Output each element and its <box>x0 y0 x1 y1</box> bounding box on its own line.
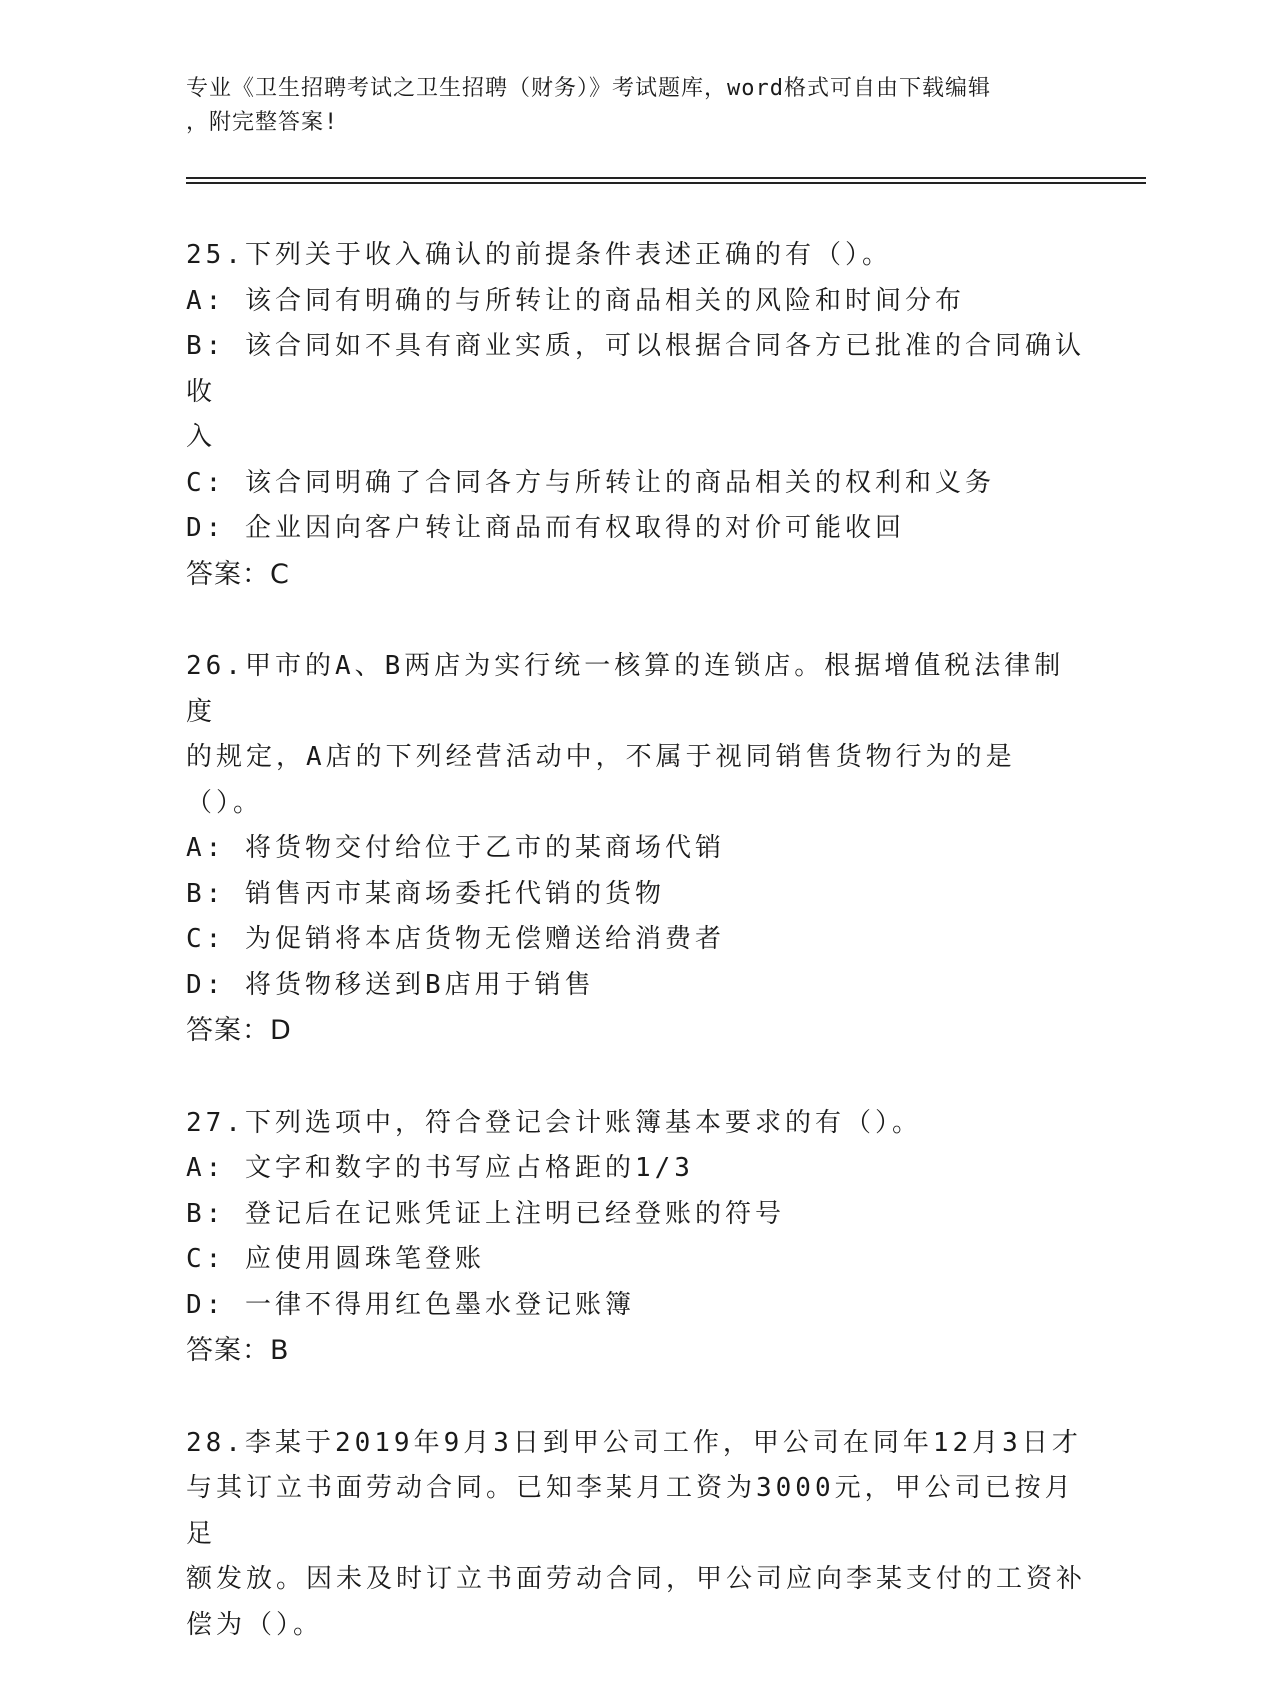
question-block <box>186 1101 1086 1374</box>
question-block <box>186 1421 1086 1649</box>
option-c: C: 应使用圆珠笔登账 <box>186 1244 485 1274</box>
question-stem: 的规定，A店的下列经营活动中，不属于视同销售货物行为的是（）。 <box>186 742 1016 818</box>
header-divider-top <box>186 177 1146 179</box>
option-a: A: 将货物交付给位于乙市的某商场代销 <box>186 833 725 863</box>
option-c: C: 该合同明确了合同各方与所转让的商品相关的权利和义务 <box>186 467 995 498</box>
question-block <box>186 644 1086 1054</box>
question-block <box>186 233 1086 597</box>
option-c: C: 为促销将本店货物无偿赠送给消费者 <box>186 924 725 954</box>
option-d: D: 将货物移送到B店用于销售 <box>186 969 595 1000</box>
answer-line: 答案：B <box>186 1335 290 1366</box>
question-stem: 27.下列选项中，符合登记会计账簿基本要求的有（）。 <box>186 1107 922 1138</box>
question-stem: 偿为（）。 <box>186 1609 324 1640</box>
option-b: B: 该合同如不具有商业实质，可以根据合同各方已批准的合同确认收 <box>186 331 1085 407</box>
header-line-1: 专业《卫生招聘考试之卫生招聘（财务）》考试题库，word格式可自由下载编辑 <box>186 76 991 101</box>
option-a: A: 文字和数字的书写应占格距的1/3 <box>186 1153 694 1183</box>
option-d: D: 一律不得用红色墨水登记账簿 <box>186 1289 635 1320</box>
option-b: 入 <box>186 422 217 452</box>
header-line-2: ，附完整答案! <box>186 110 339 135</box>
question-stem: 额发放。因未及时订立书面劳动合同，甲公司应向李某支付的工资补 <box>186 1564 1087 1594</box>
question-stem: 与其订立书面劳动合同。已知李某月工资为3000元，甲公司已按月足 <box>186 1473 1075 1549</box>
option-b: B: 登记后在记账凭证上注明已经登账的符号 <box>186 1198 785 1229</box>
option-b: B: 销售丙市某商场委托代销的货物 <box>186 878 665 909</box>
option-d: D: 企业因向客户转让商品而有权取得的对价可能收回 <box>186 513 905 543</box>
question-stem: 26.甲市的A、B两店为实行统一核算的连锁店。根据增值税法律制度 <box>186 651 1065 727</box>
option-a: A: 该合同有明确的与所转让的商品相关的风险和时间分布 <box>186 285 965 316</box>
question-list <box>186 233 1086 1695</box>
answer-line: 答案：D <box>186 1015 292 1046</box>
document-header <box>186 72 1086 140</box>
header-divider-bottom <box>186 182 1146 184</box>
answer-line: 答案：C <box>186 558 290 590</box>
question-stem: 25.下列关于收入确认的前提条件表述正确的有（）。 <box>186 240 892 270</box>
question-stem: 28.李某于2019年9月3日到甲公司工作，甲公司在同年12月3日才 <box>186 1427 1082 1458</box>
